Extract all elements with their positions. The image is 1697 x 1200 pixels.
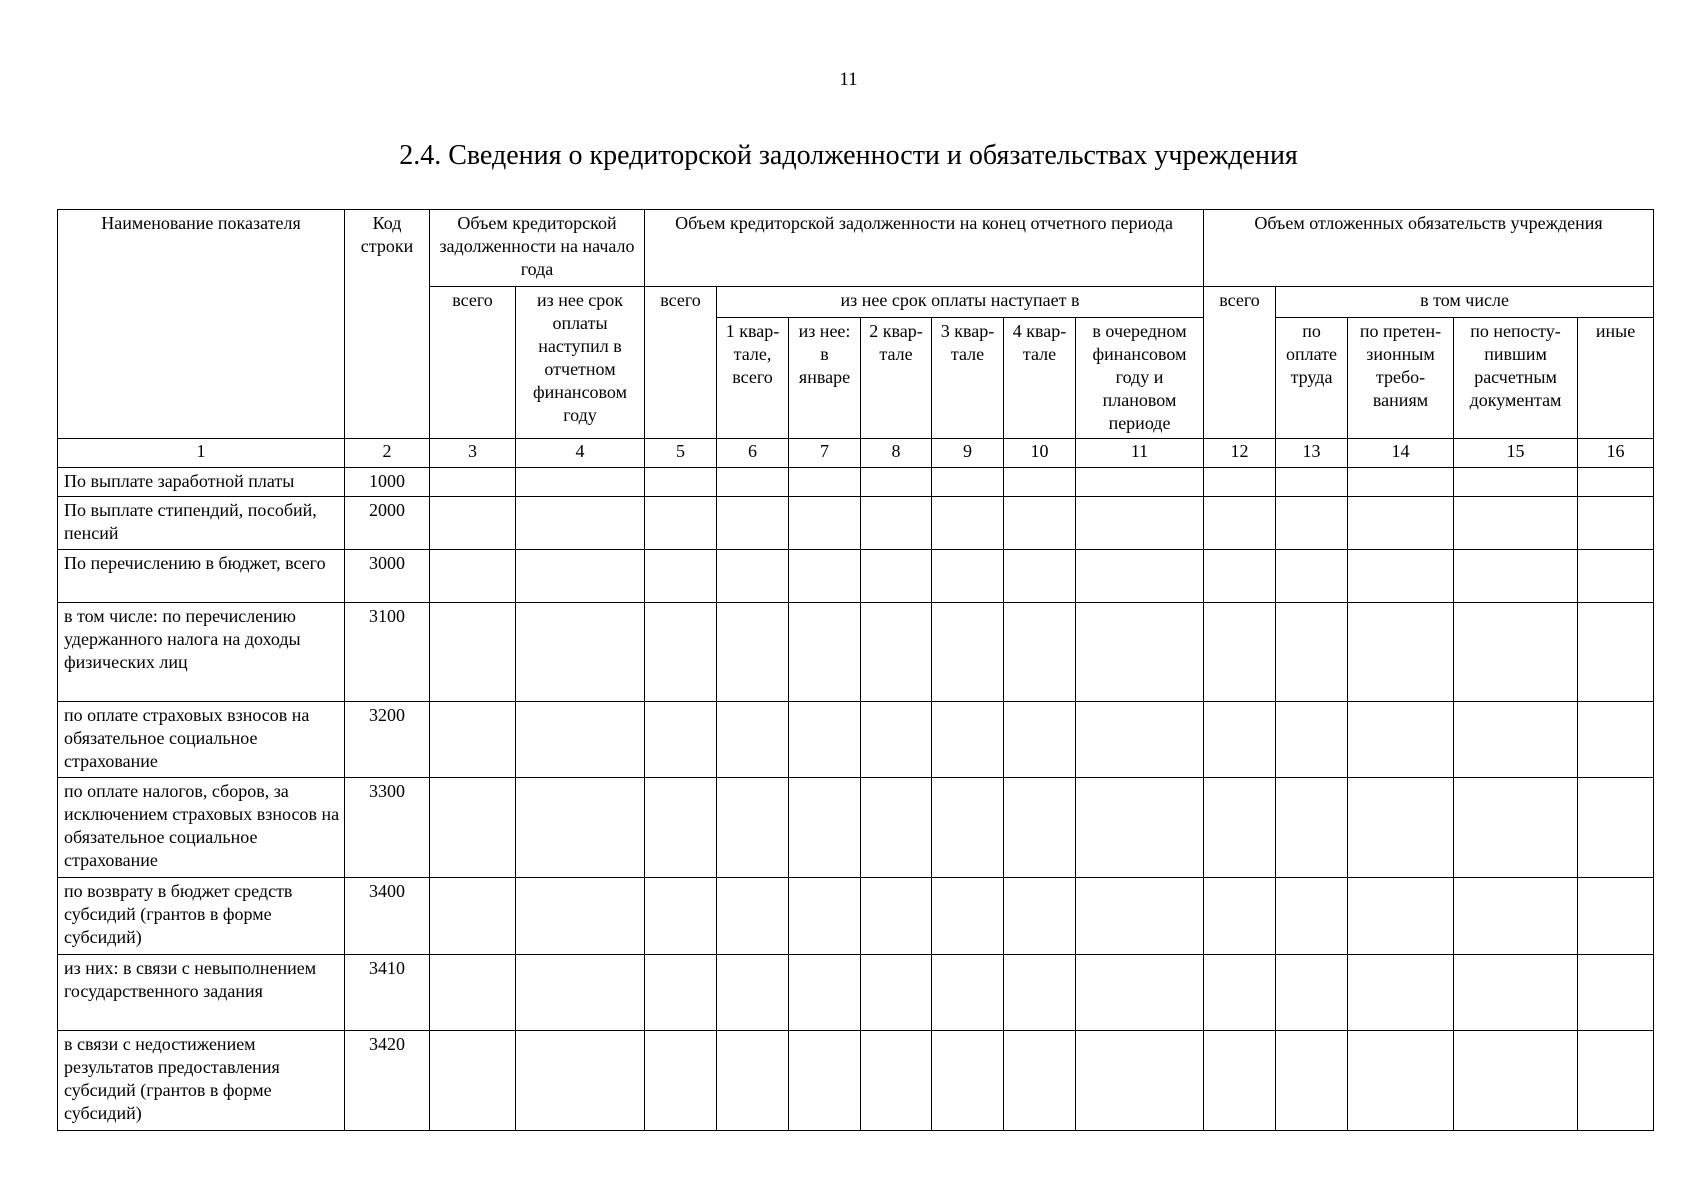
- empty-cell: [717, 702, 789, 778]
- empty-cell: [717, 550, 789, 603]
- empty-cell: [1454, 468, 1578, 497]
- empty-cell: [1004, 550, 1076, 603]
- empty-cell: [1578, 468, 1654, 497]
- empty-cell: [1454, 1031, 1578, 1131]
- empty-cell: [1076, 955, 1204, 1031]
- empty-cell: [430, 550, 516, 603]
- empty-cell: [1076, 468, 1204, 497]
- empty-cell: [1276, 497, 1348, 550]
- empty-cell: [1578, 1031, 1654, 1131]
- row-line-code: 3420: [345, 1031, 430, 1131]
- empty-cell: [717, 468, 789, 497]
- empty-cell: [1276, 702, 1348, 778]
- row-line-code: 3400: [345, 878, 430, 955]
- header-q1: 1 квар-тале, всего: [717, 318, 789, 439]
- creditor-debt-table: [57, 209, 1654, 1131]
- empty-cell: [861, 603, 932, 702]
- empty-cell: [932, 702, 1004, 778]
- table-row-3000: [58, 550, 1654, 603]
- row-line-code: 3300: [345, 778, 430, 878]
- empty-cell: [645, 468, 717, 497]
- empty-cell: [1276, 1031, 1348, 1131]
- empty-cell: [645, 497, 717, 550]
- empty-cell: [1578, 778, 1654, 878]
- empty-cell: [1578, 702, 1654, 778]
- row-indicator-name: из них: в связи с невыполнением государственного задания: [58, 955, 345, 1031]
- row-indicator-name: По перечислению в бюджет, всего: [58, 550, 345, 603]
- column-number: 7: [789, 439, 861, 468]
- header-start-total: всего: [430, 287, 516, 439]
- empty-cell: [1004, 1031, 1076, 1131]
- table-row-3300: [58, 778, 1654, 878]
- empty-cell: [932, 1031, 1004, 1131]
- empty-cell: [932, 468, 1004, 497]
- empty-cell: [1276, 603, 1348, 702]
- empty-cell: [789, 878, 861, 955]
- empty-cell: [516, 603, 645, 702]
- empty-cell: [430, 778, 516, 878]
- empty-cell: [1454, 702, 1578, 778]
- empty-cell: [861, 550, 932, 603]
- empty-cell: [1204, 878, 1276, 955]
- empty-cell: [1348, 497, 1454, 550]
- empty-cell: [1204, 603, 1276, 702]
- column-number: 5: [645, 439, 717, 468]
- table-row-3100: [58, 603, 1654, 702]
- empty-cell: [932, 955, 1004, 1031]
- header-start-volume: Объем кредиторской задолженности на начало года: [430, 210, 645, 287]
- row-line-code: 2000: [345, 497, 430, 550]
- empty-cell: [717, 778, 789, 878]
- empty-cell: [430, 468, 516, 497]
- empty-cell: [1004, 878, 1076, 955]
- row-line-code: 3000: [345, 550, 430, 603]
- header-due-in: из нее срок оплаты наступает в: [717, 287, 1204, 318]
- column-number: 1: [58, 439, 345, 468]
- empty-cell: [861, 878, 932, 955]
- row-indicator-name: По выплате заработной платы: [58, 468, 345, 497]
- empty-cell: [932, 497, 1004, 550]
- empty-cell: [789, 778, 861, 878]
- empty-cell: [1076, 778, 1204, 878]
- empty-cell: [1076, 497, 1204, 550]
- header-other: иные: [1578, 318, 1654, 439]
- empty-cell: [1348, 878, 1454, 955]
- column-number: 12: [1204, 439, 1276, 468]
- header-end-volume: Объем кредиторской задолженности на конец отчетного периода: [645, 210, 1204, 287]
- empty-cell: [861, 497, 932, 550]
- empty-cell: [1204, 778, 1276, 878]
- header-january: из нее: в январе: [789, 318, 861, 439]
- empty-cell: [932, 550, 1004, 603]
- empty-cell: [1348, 1031, 1454, 1131]
- empty-cell: [717, 497, 789, 550]
- empty-cell: [717, 955, 789, 1031]
- empty-cell: [717, 603, 789, 702]
- empty-cell: [861, 702, 932, 778]
- table-row-2000: [58, 497, 1654, 550]
- empty-cell: [516, 778, 645, 878]
- header-indicator-name: Наименование показателя: [58, 210, 345, 439]
- empty-cell: [932, 603, 1004, 702]
- empty-cell: [516, 878, 645, 955]
- header-next-year: в очередном финансовом году и плановом периоде: [1076, 318, 1204, 439]
- header-end-total: всего: [645, 287, 717, 439]
- column-number: 6: [717, 439, 789, 468]
- table-row-3410: [58, 955, 1654, 1031]
- row-indicator-name: по возврату в бюджет средств субсидий (грантов в форме субсидий): [58, 878, 345, 955]
- empty-cell: [1004, 702, 1076, 778]
- row-indicator-name: в связи с недостижением результатов предоставления субсидий (грантов в форме субсидий): [58, 1031, 345, 1131]
- row-indicator-name: По выплате стипендий, пособий, пенсий: [58, 497, 345, 550]
- empty-cell: [1004, 955, 1076, 1031]
- empty-cell: [1004, 468, 1076, 497]
- empty-cell: [1004, 497, 1076, 550]
- empty-cell: [1276, 878, 1348, 955]
- empty-cell: [1578, 878, 1654, 955]
- empty-cell: [1578, 603, 1654, 702]
- empty-cell: [1204, 550, 1276, 603]
- empty-cell: [1578, 955, 1654, 1031]
- empty-cell: [789, 468, 861, 497]
- header-unreceived-documents: по непосту-пившим расчетным документам: [1454, 318, 1578, 439]
- empty-cell: [861, 778, 932, 878]
- empty-cell: [645, 702, 717, 778]
- header-q3: 3 квар-тале: [932, 318, 1004, 439]
- empty-cell: [1454, 955, 1578, 1031]
- empty-cell: [717, 1031, 789, 1131]
- column-number: 10: [1004, 439, 1076, 468]
- empty-cell: [1004, 603, 1076, 702]
- empty-cell: [1076, 550, 1204, 603]
- column-number-row: [58, 439, 1654, 468]
- empty-cell: [717, 878, 789, 955]
- empty-cell: [1348, 955, 1454, 1031]
- header-including: в том числе: [1276, 287, 1654, 318]
- empty-cell: [1348, 603, 1454, 702]
- row-line-code: 3100: [345, 603, 430, 702]
- table-row-1000: [58, 468, 1654, 497]
- header-wages: по оплате труда: [1276, 318, 1348, 439]
- empty-cell: [430, 497, 516, 550]
- header-row-1: [58, 210, 1654, 287]
- empty-cell: [1004, 778, 1076, 878]
- empty-cell: [1204, 497, 1276, 550]
- header-overdue: из нее срок оплаты наступил в отчетном финансовом году: [516, 287, 645, 439]
- empty-cell: [516, 497, 645, 550]
- empty-cell: [789, 497, 861, 550]
- empty-cell: [645, 955, 717, 1031]
- empty-cell: [932, 878, 1004, 955]
- row-line-code: 3410: [345, 955, 430, 1031]
- empty-cell: [1454, 550, 1578, 603]
- empty-cell: [1454, 878, 1578, 955]
- empty-cell: [1348, 468, 1454, 497]
- empty-cell: [1454, 603, 1578, 702]
- empty-cell: [645, 1031, 717, 1131]
- empty-cell: [1578, 550, 1654, 603]
- empty-cell: [789, 603, 861, 702]
- row-indicator-name: в том числе: по перечислению удержанного налога на доходы физических лиц: [58, 603, 345, 702]
- empty-cell: [516, 1031, 645, 1131]
- empty-cell: [789, 702, 861, 778]
- header-deferred-total: всего: [1204, 287, 1276, 439]
- empty-cell: [516, 955, 645, 1031]
- empty-cell: [516, 702, 645, 778]
- empty-cell: [1454, 497, 1578, 550]
- empty-cell: [861, 1031, 932, 1131]
- header-q2: 2 квар-тале: [861, 318, 932, 439]
- empty-cell: [1204, 1031, 1276, 1131]
- table-row-3400: [58, 878, 1654, 955]
- empty-cell: [645, 778, 717, 878]
- empty-cell: [1204, 468, 1276, 497]
- empty-cell: [861, 468, 932, 497]
- empty-cell: [1204, 955, 1276, 1031]
- empty-cell: [1454, 778, 1578, 878]
- empty-cell: [430, 878, 516, 955]
- header-deferred-obligations: Объем отложенных обязательств учреждения: [1204, 210, 1654, 287]
- column-number: 14: [1348, 439, 1454, 468]
- header-q4: 4 квар-тале: [1004, 318, 1076, 439]
- column-number: 8: [861, 439, 932, 468]
- empty-cell: [1076, 603, 1204, 702]
- empty-cell: [430, 702, 516, 778]
- column-number: 3: [430, 439, 516, 468]
- empty-cell: [1204, 702, 1276, 778]
- empty-cell: [516, 550, 645, 603]
- row-line-code: 3200: [345, 702, 430, 778]
- empty-cell: [789, 550, 861, 603]
- row-indicator-name: по оплате налогов, сборов, за исключением страховых взносов на обязательное социальное страхование: [58, 778, 345, 878]
- header-line-code: Код строки: [345, 210, 430, 439]
- empty-cell: [516, 468, 645, 497]
- empty-cell: [645, 878, 717, 955]
- empty-cell: [1276, 778, 1348, 878]
- column-number: 13: [1276, 439, 1348, 468]
- header-claims: по претен-зионным требо-ваниям: [1348, 318, 1454, 439]
- empty-cell: [789, 955, 861, 1031]
- column-number: 9: [932, 439, 1004, 468]
- empty-cell: [1578, 497, 1654, 550]
- empty-cell: [789, 1031, 861, 1131]
- empty-cell: [1076, 702, 1204, 778]
- empty-cell: [1276, 955, 1348, 1031]
- column-number: 11: [1076, 439, 1204, 468]
- empty-cell: [1076, 1031, 1204, 1131]
- empty-cell: [932, 778, 1004, 878]
- empty-cell: [645, 550, 717, 603]
- page-title: 2.4. Сведения о кредиторской задолженности и обязательствах учреждения: [399, 140, 1298, 171]
- empty-cell: [430, 603, 516, 702]
- empty-cell: [1076, 878, 1204, 955]
- empty-cell: [1276, 468, 1348, 497]
- page-number: 11: [839, 69, 858, 90]
- empty-cell: [645, 603, 717, 702]
- empty-cell: [1348, 702, 1454, 778]
- empty-cell: [1348, 550, 1454, 603]
- column-number: 2: [345, 439, 430, 468]
- empty-cell: [861, 955, 932, 1031]
- column-number: 15: [1454, 439, 1578, 468]
- column-number: 16: [1578, 439, 1654, 468]
- row-indicator-name: по оплате страховых взносов на обязательное социальное страхование: [58, 702, 345, 778]
- column-number: 4: [516, 439, 645, 468]
- empty-cell: [1348, 778, 1454, 878]
- empty-cell: [430, 955, 516, 1031]
- empty-cell: [430, 1031, 516, 1131]
- table-row-3420: [58, 1031, 1654, 1131]
- row-line-code: 1000: [345, 468, 430, 497]
- table-row-3200: [58, 702, 1654, 778]
- empty-cell: [1276, 550, 1348, 603]
